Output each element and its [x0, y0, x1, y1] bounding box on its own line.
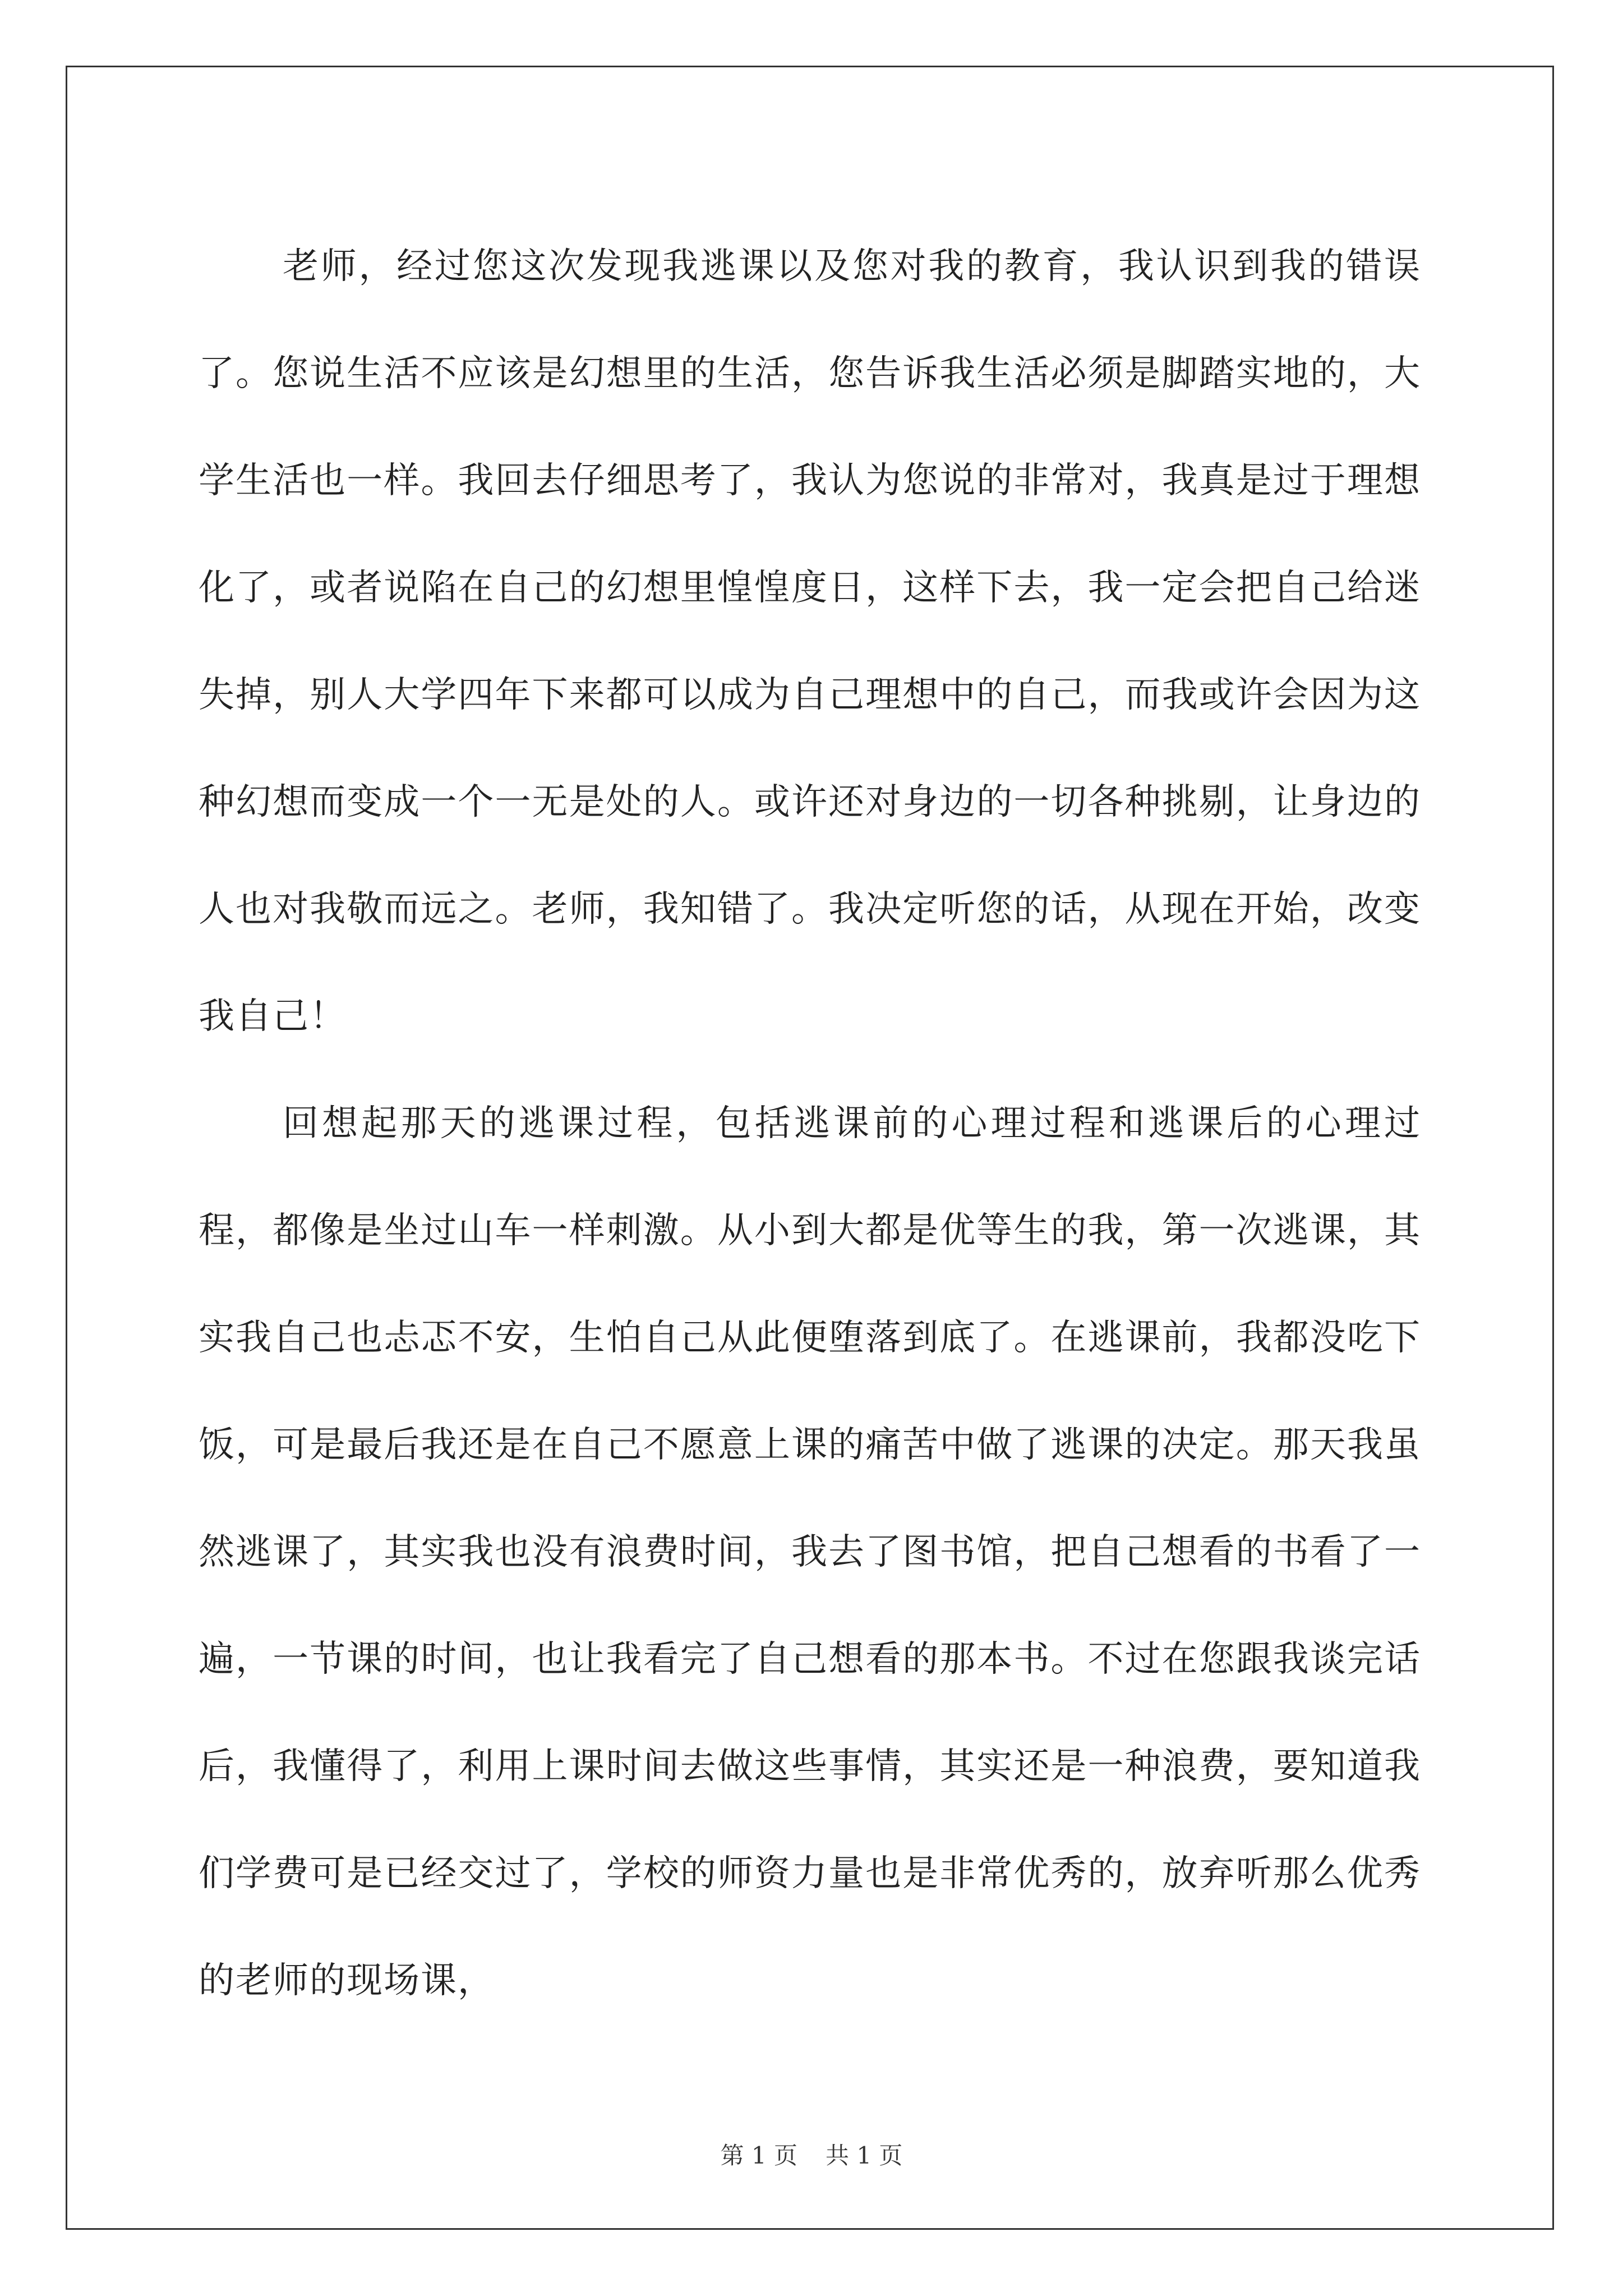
document-body	[199, 213, 1421, 2035]
page-number: 第 1 页	[720, 2142, 797, 2169]
paragraph-1: 老师，经过您这次发现我逃课以及您对我的教育，我认识到我的错误了。您说生活不应该是幻想里的生活，您告诉我生活必须是脚踏实地的，大学生活也一样。我回去仔细思考了，我认为您说的非常对，我真是过于理想化了，或者说陷在自己的幻想里惶惶度日，这样下去，我一定会把自己给迷失掉，别人大学四年下来都可以成为自己理想中的自己，而我或许会因为这种幻想而变成一个一无是处的人。或许还对身边的一切各种挑剔，让身边的人也对我敬而远之。老师，我知错了。我决定听您的话，从现在开始，改变我自己！	[199, 246, 1421, 1037]
page-footer	[0, 2137, 1623, 2171]
paragraph-2: 回想起那天的逃课过程，包括逃课前的心理过程和逃课后的心理过程，都像是坐过山车一样刺激。从小到大都是优等生的我，第一次逃课，其实我自己也忐忑不安，生怕自己从此便堕落到底了。在逃课前，我都没吃下饭，可是最后我还是在自己不愿意上课的痛苦中做了逃课的决定。那天我虽然逃课了，其实我也没有浪费时间，我去了图书馆，把自己想看的书看了一遍，一节课的时间，也让我看完了自己想看的那本书。不过在您跟我谈完话后，我懂得了，利用上课时间去做这些事情，其实还是一种浪费，要知道我们学费可是已经交过了，学校的师资力量也是非常优秀的，放弃听那么优秀的老师的现场课，	[199, 1103, 1421, 2001]
page-total: 共 1 页	[826, 2142, 903, 2169]
